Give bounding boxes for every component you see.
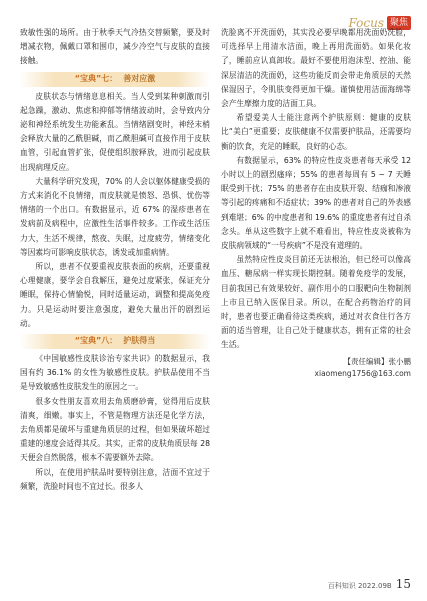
editor-email: xiaomeng1756@163.com — [314, 368, 411, 378]
paragraph: 所以，患者不仅要重视皮肤表面的疾病，还要重视心理健康，要学会自我解压，避免过度紧张，保证充分睡眠，保持心情愉悦，同时适量运动，调整和提高免疫力。只是运动时要注意强度，避免大量出汗的剧烈运动。 — [20, 262, 210, 328]
section-badge: 聚焦 — [387, 16, 411, 30]
page-footer — [328, 577, 411, 591]
focus-label: Focus — [348, 16, 384, 30]
left-column — [20, 26, 210, 494]
section-heading-8 — [20, 334, 210, 349]
section-tag: “宝典”八： — [74, 336, 118, 346]
section-title: 护肤得当 — [123, 336, 156, 346]
paragraph: 大量科学研究发现，70% 的人会以躯体健康受损的方式来消化不良情绪，而皮肤就是愤怒、恐惧、忧伤等情绪的一个出口。有数据显示，近 67% 的湿疹患者在发病前及病程中，应激性生活事件较多。工作或生活压力大，生活不规律，熬夜、失眠，过度疲劳，情绪变化等因素均可影响皮肤状态，诱发或加重病情。 — [20, 176, 210, 257]
paragraph: 皮肤状态与情绪息息相关。当人受到某种刺激而引起急躁，激动、焦虑和抑郁等情绪波动时，会导致内分泌和神经系统发生功能紊乱。当情绪剧变时，神经末梢会释放大量的乙酰胆碱，而乙酰胆碱可直接作用于皮肤血管，引起血管扩张，促使组织胺释放，进而引起皮肤出现病理反应。 — [20, 91, 210, 172]
section-tag: “宝典”七： — [74, 74, 118, 83]
paragraph: 虽然特应性皮炎目前还无法根治，但已经可以像高血压、糖尿病一样实现长期控制。随着免疫学的发展，目前我国已有效果较好、副作用小的口服靶向生物制剂上市且已纳入医保目录。所以，在配合药物治疗的同时，患者也要正确看待这类疾病，通过对衣食住行各方面的适当管理，让自己处于健康状态，拥有正常的社会生活。 — [221, 255, 411, 350]
right-column — [221, 26, 411, 380]
section-heading-7 — [20, 72, 210, 87]
paragraph: 很多女性朋友喜欢用去角质磨砂膏，觉得用后皮肤清爽，细嫩。事实上，不管是物理方法还是化学方法，去角质都是破坏与重建角质层的过程，但如果破坏超过重建的速度会适得其反。其实，正常的皮肤角质层每 28 天便会自然脱落，根本不需要额外去除。 — [20, 396, 210, 463]
paragraph: 《中国敏感性皮肤诊治专家共识》的数据显示，我国有约 36.1% 的女性为敏感性皮肤。护肤品使用不当是导致敏感性皮肤发生的原因之一。 — [20, 354, 210, 392]
page-number: 15 — [395, 577, 411, 591]
paragraph: 洗脸离不开洗面奶，其实没必要早晚都用洗面奶洗脸，可选择早上用清水洁面，晚上再用洗面奶。如果化妆了，睡前应认真卸妆。最好不要使用泡沫型、控油、能深层清洁的洗面奶，这些功能反而会带走角质层的天然保湿因子，令肌肤变得更加干燥。谨慎使用洁面海绵等会产生摩擦力度的洁面工具。 — [221, 28, 411, 109]
section-title: 善对应激 — [123, 74, 156, 83]
paragraph: 所以，在使用护肤品时要特别注意，洁面不宜过于频繁，洗脸时间也不宜过长。很多人 — [20, 467, 210, 491]
paragraph: 致敏性强的场所。由于秋季天气冷热交替频繁，要及时增减衣物，佩戴口罩和围巾，减少冷空气与皮肤的直接接触。 — [20, 28, 210, 66]
paragraph: 希望爱美人士能注意两个护肤原则：健康的皮肤比“美白”更重要；皮肤健康不仅需要护肤品，还需要均衡的饮食，充足的睡眠，良好的心态。 — [221, 113, 411, 151]
paragraph: 有数据显示，63% 的特应性皮炎患者每天承受 12 小时以上的剧烈瘙痒；55% 的患者每周有 5 ~ 7 天睡眠受到干扰；75% 的患者存在由皮肤开裂、结痂和渗液等引起的疼痛和不适症状；39% 的患者对自己的外表感到难堪；6% 的中度患者和 19.6% 的重度患者有过自杀念头。单从这些数字上就不难看出，特应性皮炎被称为皮肤病领域的“一号疾病”不是没有道理的。 — [221, 155, 412, 251]
magazine-issue: 百科知识 2022.09B — [327, 582, 392, 590]
editor-signature: 【责任编辑】张小鹏 — [343, 356, 411, 366]
